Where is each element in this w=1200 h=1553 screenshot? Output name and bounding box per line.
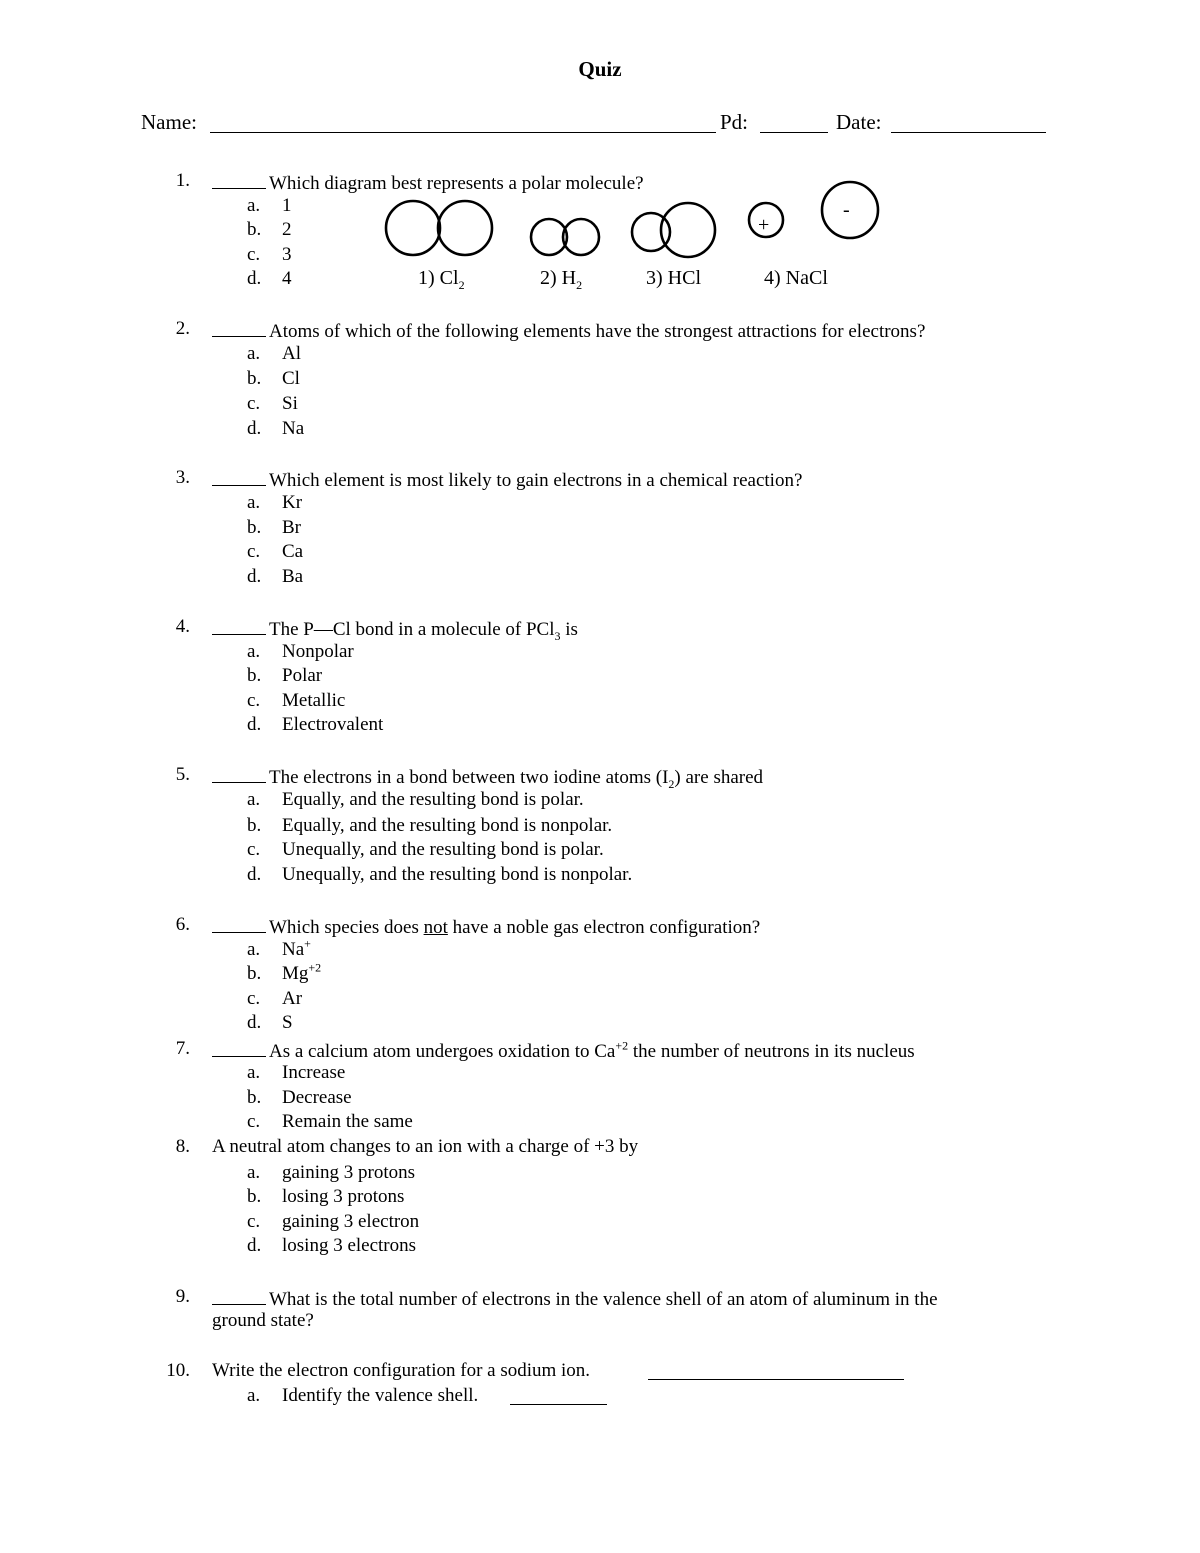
option-letter: d.	[247, 1012, 262, 1033]
option-text: 3	[282, 244, 292, 265]
option-letter: c.	[247, 1111, 261, 1132]
question-2-text: Atoms of which of the following elements have the strongest attractions for electrons?	[212, 318, 925, 343]
name-label: Name:	[141, 110, 197, 134]
option-letter: d.	[247, 714, 262, 735]
option-letter: b.	[247, 815, 262, 836]
option-text: S	[282, 1012, 293, 1033]
minus-sign: -	[843, 199, 850, 221]
option-letter: b.	[247, 517, 262, 538]
option-text: Na	[282, 418, 305, 439]
option-letter: a.	[247, 1162, 261, 1183]
question-8-text: A neutral atom changes to an ion with a charge of +3 by	[212, 1136, 639, 1157]
cl2-atom-left	[386, 201, 440, 255]
option-letter: c.	[247, 988, 261, 1009]
option-text: Remain the same	[282, 1111, 413, 1132]
question-number: 9.	[175, 1286, 190, 1307]
answer-line[interactable]	[510, 1404, 607, 1405]
option-text: losing 3 protons	[282, 1186, 405, 1207]
question-7-text: As a calcium atom undergoes oxidation to $Ca^{+2}$ the number of neutrons in its nucleus	[212, 1038, 915, 1063]
question-5-text: The electrons in a bond between two iodine atoms $(I_2)$ are shared	[212, 764, 763, 789]
answer-blank[interactable]	[212, 764, 266, 783]
question-number: 5.	[175, 764, 190, 785]
option-text: Metallic	[282, 690, 346, 711]
option-text: Ca	[282, 541, 304, 562]
question-number: 1.	[175, 170, 190, 191]
answer-blank[interactable]	[212, 1286, 266, 1305]
question-4-text: The P—Cl bond in a molecule of PCl$_3$ is	[212, 616, 578, 641]
option-letter: a.	[247, 789, 261, 810]
option-letter: c.	[247, 690, 261, 711]
answer-blank[interactable]	[212, 467, 266, 486]
option-letter: b.	[247, 368, 262, 389]
option-text: gaining 3 protons	[282, 1162, 415, 1183]
question-number: 6.	[175, 914, 190, 935]
option-text: Si	[282, 393, 298, 414]
diagram-label-1: 1) $Cl_2$	[418, 267, 465, 292]
option-letter: d.	[247, 864, 262, 885]
option-letter: b.	[247, 665, 262, 686]
option-letter: d.	[247, 418, 262, 439]
h2-atom-left	[531, 219, 567, 255]
option-letter: c.	[247, 541, 261, 562]
question-9-text: What is the total number of electrons in the valence shell of an atom of aluminum in the	[212, 1286, 938, 1311]
question-number: 10.	[166, 1360, 190, 1381]
option-text: Kr	[282, 492, 303, 513]
answer-blank[interactable]	[212, 914, 266, 933]
option-letter: b.	[247, 1087, 262, 1108]
option-letter: a.	[247, 939, 261, 960]
option-letter: a.	[247, 195, 261, 216]
answer-blank[interactable]	[212, 1038, 266, 1057]
option-letter: a.	[247, 1062, 261, 1083]
option-text: 1	[282, 195, 292, 216]
option-text: Al	[282, 343, 301, 364]
sub-question-text: Identify the valence shell.	[282, 1385, 479, 1406]
option-text: Polar	[282, 665, 323, 686]
option-text: Cl	[282, 368, 300, 389]
option-text: Unequally, and the resulting bond is nonpolar.	[282, 864, 633, 885]
option-text: Increase	[282, 1062, 346, 1083]
option-text: Nonpolar	[282, 641, 354, 662]
page-title: Quiz	[578, 57, 622, 81]
option-letter: a.	[247, 641, 261, 662]
option-letter: b.	[247, 963, 262, 984]
answer-blank[interactable]	[212, 318, 266, 337]
option-text: $Mg^{+2}$	[282, 960, 322, 984]
question-1-text: Which diagram best represents a polar molecule?	[212, 170, 644, 195]
answer-blank[interactable]	[212, 616, 266, 635]
option-letter: c.	[247, 839, 261, 860]
option-text: 4	[282, 268, 292, 289]
option-letter: c.	[247, 244, 261, 265]
option-letter: b.	[247, 219, 262, 240]
diagram-label-3: 3) HCl	[646, 267, 701, 289]
cl-ion	[822, 182, 878, 238]
question-number: 4.	[175, 616, 190, 637]
question-number: 8.	[175, 1136, 190, 1157]
option-letter: c.	[247, 1211, 261, 1232]
option-letter: a.	[247, 1385, 261, 1406]
option-text: Equally, and the resulting bond is nonpolar.	[282, 815, 613, 836]
period-label: Pd:	[720, 110, 749, 134]
answer-line[interactable]	[648, 1379, 904, 1380]
option-text: 2	[282, 219, 292, 240]
date-label: Date:	[836, 110, 882, 134]
diagram-label-4: 4) NaCl	[764, 267, 828, 289]
option-letter: a.	[247, 343, 261, 364]
diagram-label-2: 2) $H_2$	[540, 267, 583, 292]
option-text: Decrease	[282, 1087, 352, 1108]
h2-atom-right	[563, 219, 599, 255]
question-3-text: Which element is most likely to gain electrons in a chemical reaction?	[212, 467, 802, 492]
option-letter: d.	[247, 566, 262, 587]
option-text: losing 3 electrons	[282, 1235, 417, 1256]
option-text: Ba	[282, 566, 304, 587]
option-text: Na+	[282, 936, 311, 960]
question-9-text-cont: ground state?	[212, 1310, 314, 1331]
question-number: 3.	[175, 467, 190, 488]
option-letter: d.	[247, 1235, 262, 1256]
option-text: Ar	[282, 988, 303, 1009]
answer-blank[interactable]	[212, 170, 266, 189]
option-letter: a.	[247, 492, 261, 513]
option-text: gaining 3 electron	[282, 1211, 420, 1232]
option-text: Electrovalent	[282, 714, 384, 735]
option-letter: c.	[247, 393, 261, 414]
plus-sign: +	[758, 214, 770, 236]
option-letter: d.	[247, 268, 262, 289]
option-text: Br	[282, 517, 301, 538]
question-number: 2.	[175, 318, 190, 339]
cl2-atom-right	[438, 201, 492, 255]
option-text: Equally, and the resulting bond is polar.	[282, 789, 584, 810]
option-text: Unequally, and the resulting bond is polar.	[282, 839, 604, 860]
question-6-text: Which species does not have a noble gas electron configuration?	[212, 914, 760, 939]
question-10-text: Write the electron configuration for a sodium ion.	[212, 1360, 591, 1381]
question-number: 7.	[175, 1038, 190, 1059]
option-letter: b.	[247, 1186, 262, 1207]
